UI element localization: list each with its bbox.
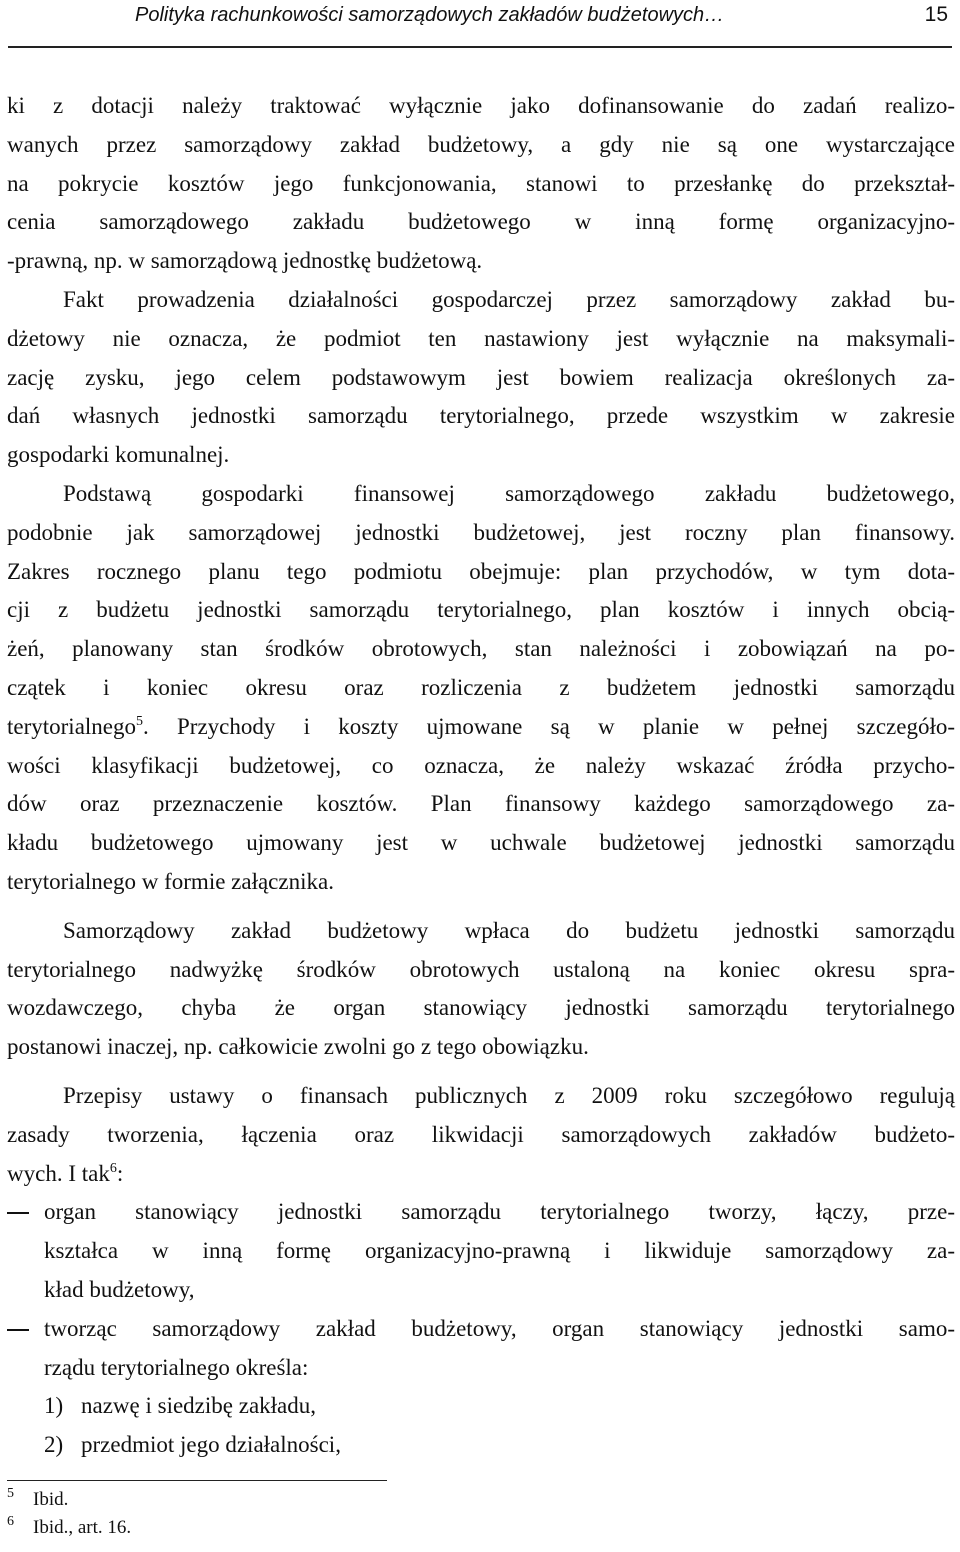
- paragraph-line: Przepisy ustawy o finansach publicznych z 2009 roku szczegółowo regulują: [63, 1082, 955, 1108]
- inline-text: . Przychody i koszty ujmowane są w planie w pełnej szczegóło-: [143, 713, 955, 739]
- dash-bullet-icon: [7, 1329, 29, 1331]
- paragraph-line: [7, 708, 955, 747]
- paragraph-line: cenia samorządowego zakładu budżetowego w inną formę organizacyjno-: [7, 209, 955, 235]
- inline-text: wych. I tak: [7, 1160, 110, 1186]
- paragraph-line: Podstawą gospodarki finansowej samorządowego zakładu budżetowego,: [63, 480, 955, 506]
- paragraph-line: dów oraz przeznaczenie kosztów. Plan finansowy każdego samorządowego za-: [7, 791, 955, 817]
- footnote: [7, 1486, 387, 1514]
- list-item-line: rządu terytorialnego określa:: [44, 1354, 309, 1380]
- paragraph-line: Fakt prowadzenia działalności gospodarczej przez samorządowy zakład bu-: [63, 286, 955, 312]
- paragraph-line: wozdawczego, chyba że organ stanowiący jednostki samorządu terytorialnego: [7, 995, 955, 1021]
- body-text: [7, 87, 955, 1465]
- dash-list-item: [7, 1310, 955, 1388]
- paragraph-line: zację zysku, jego celem podstawowym jest bowiem realizacja określonych za-: [7, 364, 955, 390]
- list-item-text: przedmiot jego działalności,: [81, 1432, 341, 1458]
- page-header: [8, 0, 952, 48]
- paragraph-line: cji z budżetu jednostki samorządu terytorialnego, plan kosztów i innych obcią-: [7, 597, 955, 623]
- footnote: [7, 1514, 387, 1542]
- footnote-text: Ibid., art. 16.: [33, 1517, 132, 1538]
- paragraph-line: czątek i koniec okresu oraz rozliczenia z budżetem jednostki samorządu: [7, 674, 955, 700]
- list-item-line: kształca w inną formę organizacyjno-prawną i likwiduje samorządowy za-: [44, 1238, 955, 1264]
- footnote-mark: 6: [7, 1514, 14, 1529]
- inline-text: terytorialnego: [7, 713, 137, 739]
- paragraph-line: zasady tworzenia, łączenia oraz likwidacji samorządowych zakładów budżeto-: [7, 1121, 955, 1147]
- paragraph-line: postanowi inaczej, np. całkowicie zwolni go z tego obowiązku.: [7, 1034, 589, 1060]
- page-number: 15: [924, 3, 948, 26]
- list-item-line: tworząc samorządowy zakład budżetowy, organ stanowiący jednostki samo-: [44, 1315, 955, 1341]
- paragraph-line: terytorialnego nadwyżkę środków obrotowych ustaloną na koniec okresu spra-: [7, 956, 955, 982]
- paragraph-line: wanych przez samorządowy zakład budżetowy, a gdy nie są one wystarczające: [7, 131, 955, 157]
- paragraph-line: Zakres rocznego planu tego podmiotu obejmuje: plan przychodów, w tym dota-: [7, 558, 955, 584]
- list-item-line: organ stanowiący jednostki samorządu terytorialnego tworzy, łączy, prze-: [44, 1199, 955, 1225]
- paragraph-line: dżetowy nie oznacza, że podmiot ten nastawiony jest wyłącznie na maksymali-: [7, 325, 955, 351]
- paragraph-line: gospodarki komunalnej.: [7, 442, 230, 468]
- running-title: Polityka rachunkowości samorządowych zakładów budżetowych…: [135, 4, 725, 26]
- footnote-text: Ibid.: [33, 1489, 69, 1510]
- paragraph-line: żeń, planowany stan środków obrotowych, stan należności i zobowiązań na po-: [7, 636, 955, 662]
- numbered-list-item: [7, 1387, 955, 1426]
- dash-list-item: [7, 1193, 955, 1309]
- numbered-list-item: [7, 1426, 955, 1465]
- paragraph-line: podobnie jak samorządowej jednostki budżetowej, jest roczny plan finansowy.: [7, 519, 955, 545]
- paragraph-line: terytorialnego w formie załącznika.: [7, 868, 334, 894]
- dash-bullet-icon: [7, 1212, 29, 1214]
- paragraph-line: Samorządowy zakład budżetowy wpłaca do budżetu jednostki samorządu: [63, 917, 955, 943]
- paragraph-line: na pokrycie kosztów jego funkcjonowania, stanowi to przesłankę do przekształ-: [7, 170, 955, 196]
- paragraph-line: -prawną, np. w samorządową jednostkę budżetową.: [7, 248, 483, 274]
- footnote-ref: 6: [109, 1160, 117, 1176]
- paragraph-line: ki z dotacji należy traktować wyłącznie jako dofinansowanie do zadań realizo-: [7, 93, 955, 118]
- paragraph-line: dań własnych jednostki samorządu terytorialnego, przede wszystkim w zakresie: [7, 403, 955, 429]
- inline-text: :: [116, 1160, 124, 1186]
- footnote-mark: 5: [7, 1486, 14, 1501]
- list-number: 2): [44, 1432, 64, 1458]
- list-number: 1): [44, 1393, 64, 1419]
- list-item-line: kład budżetowy,: [44, 1276, 195, 1302]
- footnotes: [7, 1480, 387, 1542]
- paragraph-line: kładu budżetowego ujmowany jest w uchwale budżetowej jednostki samorządu: [7, 830, 955, 856]
- list-item-text: nazwę i siedzibę zakładu,: [81, 1393, 316, 1419]
- paragraph-line: wości klasyfikacji budżetowej, co oznacza, że należy wskazać źródła przycho-: [7, 752, 955, 778]
- footnote-ref: 5: [136, 713, 144, 729]
- paragraph-line: [7, 1155, 955, 1194]
